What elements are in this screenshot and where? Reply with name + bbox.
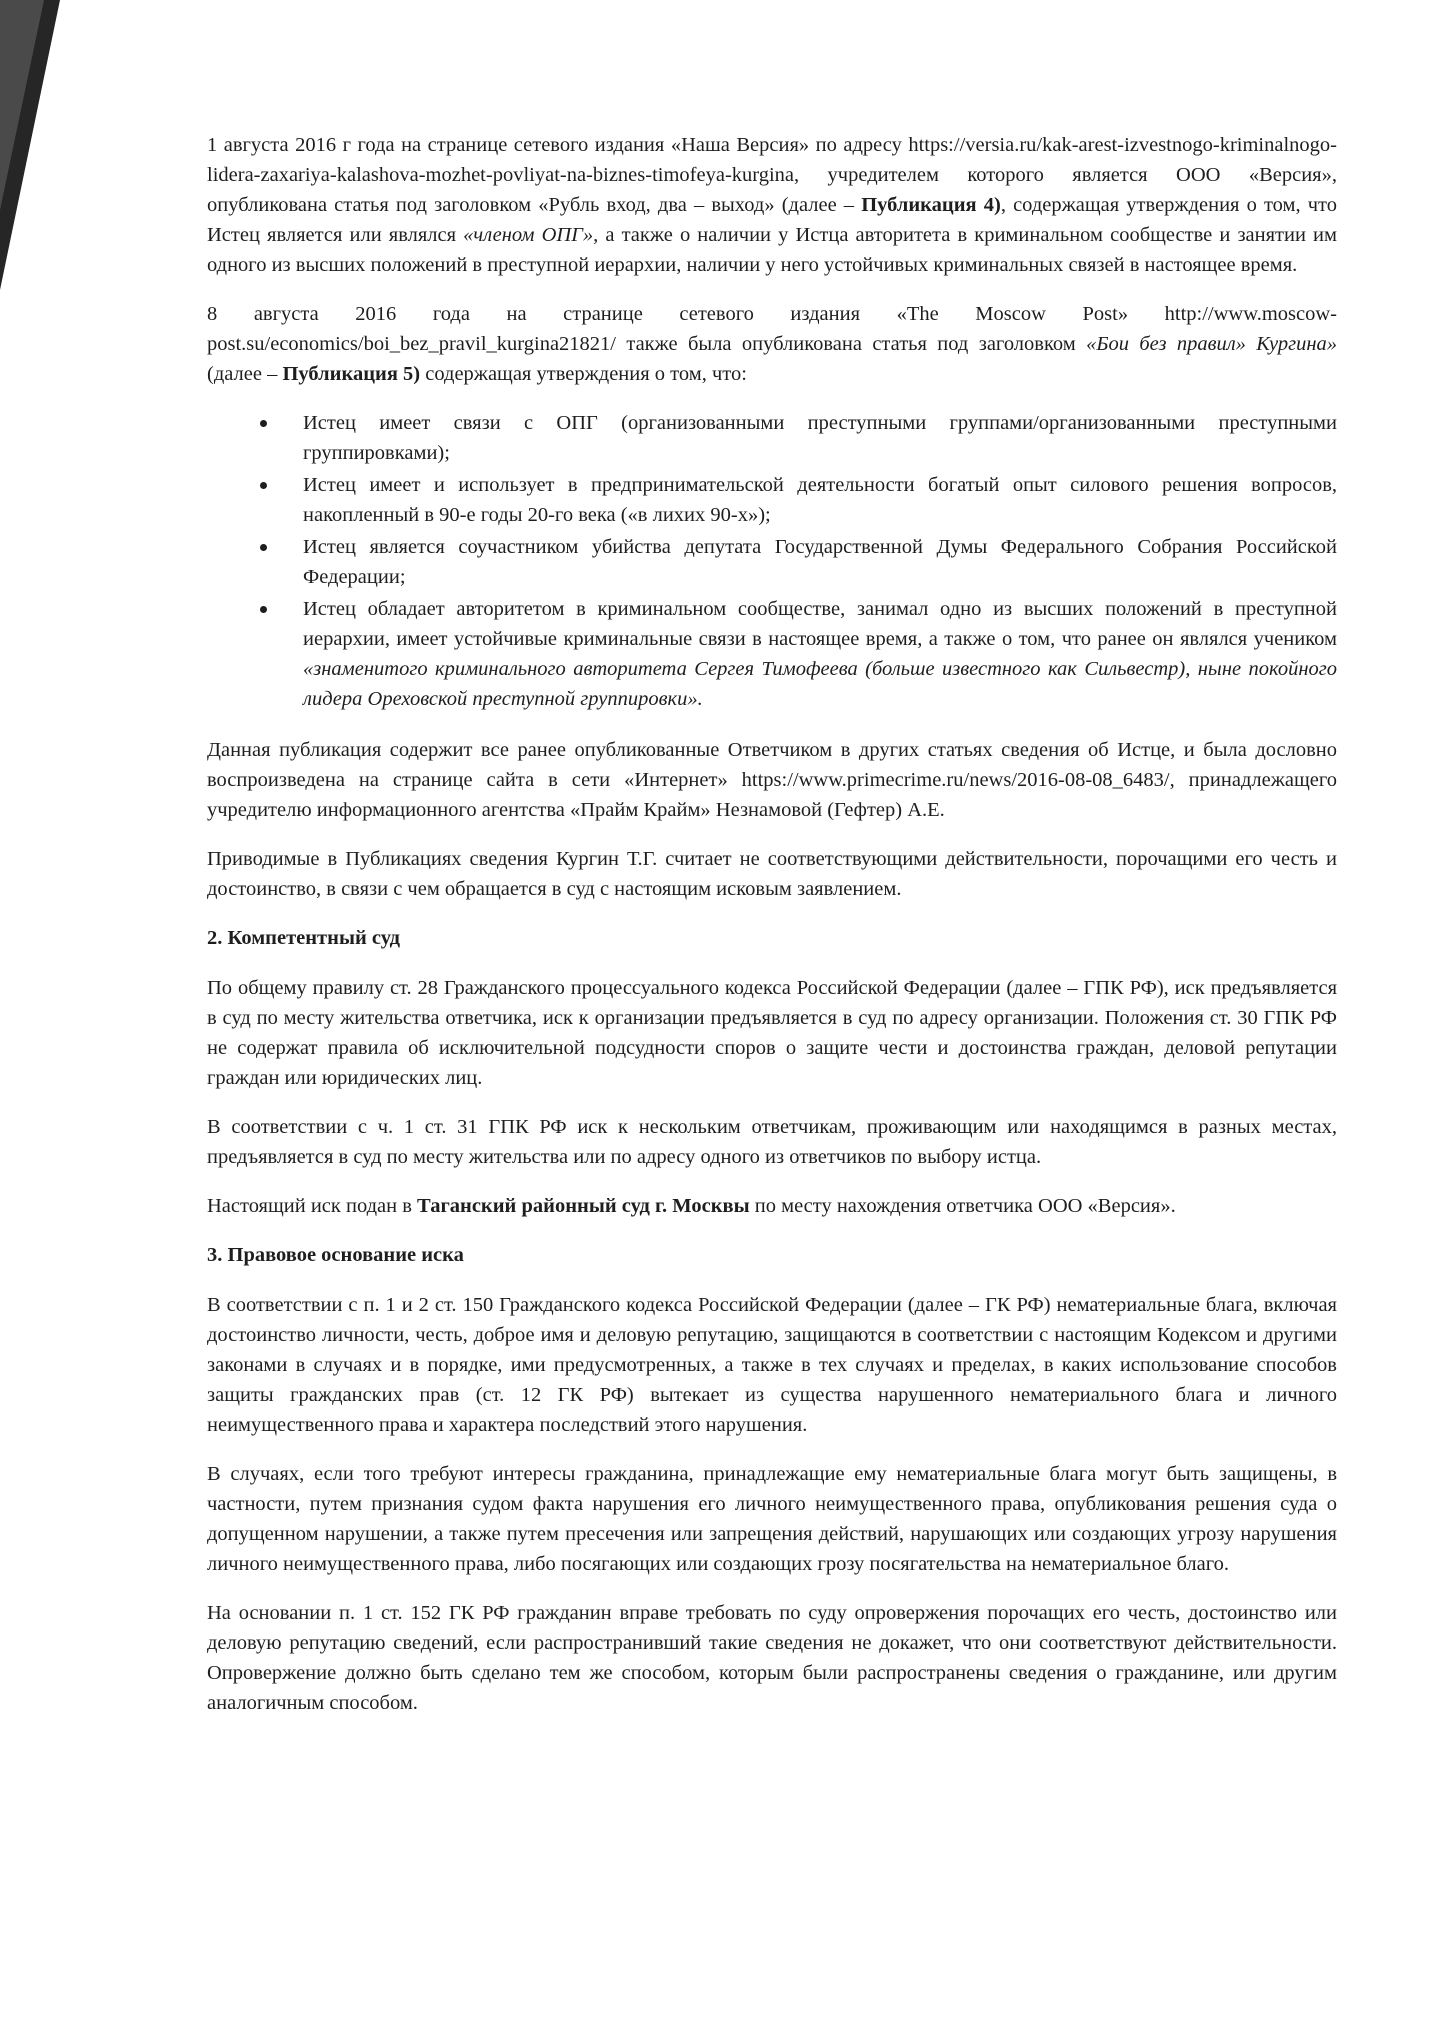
- paragraph-article-150: В соответствии с п. 1 и 2 ст. 150 Гражданского кодекса Российской Федерации (далее – ГК РФ) нематериальные блага, включая достоинство личности, честь, доброе имя и деловую репутацию, защищаются в соответствии с настоящим Кодексом и другими законами в случаях и в порядке, ими предусмотренных, а также в тех случаях и пределах, в каких использование способов защиты гражданских прав (ст. 12 ГК РФ) вытекает из существа нарушенного нематериального блага и личного неимущественного права и характера последствий этого нарушения.: [207, 1294, 1337, 1436]
- list-item: [207, 408, 1337, 468]
- paragraph-text: 1 августа 2016 г года на странице сетевого издания «Наша Версия» по адресу https://versia.ru/kak-arest-izvestnogo-kriminalnogo-lidera-zaxariya-kalashova-mozhet-povliyat-na-biznes-timofeya-kurgina, учредителем которого является ООО «Версия», опубликована статья под заголовком «Рубль вход, два – выход» (далее –: [207, 134, 1337, 216]
- list-item: [207, 532, 1337, 592]
- list-item-text: Истец обладает авторитетом в криминальном сообществе, занимал одно из высших положений в преступной иерархии, имеет устойчивые криминальные связи в настоящее время, а также о том, что ранее он являлся учеником: [303, 598, 1337, 650]
- list-item: [207, 470, 1337, 530]
- paragraph-protection-means: В случаях, если того требуют интересы гражданина, принадлежащие ему нематериальные блага могут быть защищены, в частности, путем признания судом факта нарушения его личного неимущественного права, опубликования решения суда о допущенном нарушении, а также путем пресечения или запрещения действий, нарушающих или создающих угрозу нарушения личного неимущественного права, либо посягающих или создающих грозу посягательства на нематериальное благо.: [207, 1463, 1337, 1575]
- italic-quote: «членом ОПГ»,: [463, 224, 599, 246]
- document-page: [207, 130, 1337, 1737]
- paragraph-text: а также о наличии у Истца авторитета в криминальном сообществе и занятии им одного из высших положений в преступной иерархии, наличии у него устойчивых криминальных связей в настоящее время.: [207, 224, 1338, 276]
- paragraph-multiple-defendants: В соответствии с ч. 1 ст. 31 ГПК РФ иск к нескольким ответчикам, проживающим или находящимся в разных местах, предъявляется в суд по месту жительства или по адресу одного из ответчиков по выбору истца.: [207, 1116, 1337, 1168]
- paragraph-general-rule: По общему правилу ст. 28 Гражданского процессуального кодекса Российской Федерации (далее – ГПК РФ), иск предъявляется в суд по месту жительства ответчика, иск к организации предъявляется в суд по адресу организации. Положения ст. 30 ГПК РФ не содержат правила об исключительной подсудности споров о защите чести и достоинства граждан, деловой репутации граждан или юридических лиц.: [207, 977, 1337, 1089]
- bold-term: Публикация 4): [861, 194, 1001, 216]
- list-item-text: Истец имеет и использует в предпринимательской деятельности богатый опыт силового решения вопросов, накопленный в 90-е годы 20-го века («в лихих 90-х»);: [303, 474, 1337, 526]
- list-item: [207, 594, 1337, 714]
- bold-term: Публикация 5): [282, 363, 421, 385]
- paragraph-article-152: На основании п. 1 ст. 152 ГК РФ гражданин вправе требовать по суду опровержения порочащих его честь, достоинство или деловую репутацию сведений, если распространивший такие сведения не докажет, что они соответствуют действительности. Опровержение должно быть сделано тем же способом, которым были распространены сведения о гражданине, или другим аналогичным способом.: [207, 1602, 1337, 1714]
- page-curl-shadow: [0, 0, 60, 290]
- bullet-icon: [260, 482, 267, 489]
- paragraph-claim-basis: Приводимые в Публикациях сведения Кургин Т.Г. считает не соответствующими действительности, порочащими его честь и достоинство, в связи с чем обращается в суд с настоящим исковым заявлением.: [207, 848, 1337, 900]
- list-item-text: Истец имеет связи с ОПГ (организованными преступными группами/организованными преступными группировками);: [303, 412, 1337, 464]
- paragraph-reproduction: Данная публикация содержит все ранее опубликованные Ответчиком в других статьях сведения об Истце, и была дословно воспроизведена на странице сайта в сети «Интернет» https://www.primecrime.ru/news/2016-08-08_6483/, принадлежащего учредителю информационного агентства «Прайм Крайм» Незнамовой (Гефтер) А.Е.: [207, 739, 1337, 821]
- paragraph-court-filed: [207, 1191, 1337, 1221]
- claims-list: [207, 408, 1337, 714]
- paragraph-text: 8 августа 2016 года на странице сетевого издания «The Moscow Post» http://www.moscow-post.su/economics/boi_bez_pravil_kurgina21821/ также была опубликована статья под заголовком: [207, 303, 1337, 355]
- paragraph-text: , содержащая утверждения о том, что Истец является или являлся: [207, 194, 1337, 246]
- italic-quote: «Бои без правил» Кургина»: [1086, 333, 1338, 355]
- paragraph-publication-4: [207, 130, 1337, 280]
- italic-quote: «знаменитого криминального авторитета Сергея Тимофеева (больше известного как Сильвестр), ныне покойного лидера Ореховской преступной группировки».: [303, 658, 1337, 710]
- court-name: Таганский районный суд г. Москвы: [417, 1195, 750, 1217]
- paragraph-text: (далее –: [207, 363, 278, 385]
- paragraph-publication-5: [207, 299, 1337, 389]
- bullet-icon: [260, 544, 267, 551]
- bullet-icon: [260, 420, 267, 427]
- paragraph-text: по месту нахождения ответчика ООО «Версия».: [754, 1195, 1176, 1217]
- section-heading-competent-court: 2. Компетентный суд: [207, 927, 401, 949]
- paragraph-text: Настоящий иск подан в: [207, 1195, 412, 1217]
- bullet-icon: [260, 606, 267, 613]
- section-heading-legal-basis: 3. Правовое основание иска: [207, 1244, 464, 1266]
- list-item-text: Истец является соучастником убийства депутата Государственной Думы Федерального Собрания Российской Федерации;: [303, 536, 1337, 588]
- paragraph-text: содержащая утверждения о том, что:: [425, 363, 747, 385]
